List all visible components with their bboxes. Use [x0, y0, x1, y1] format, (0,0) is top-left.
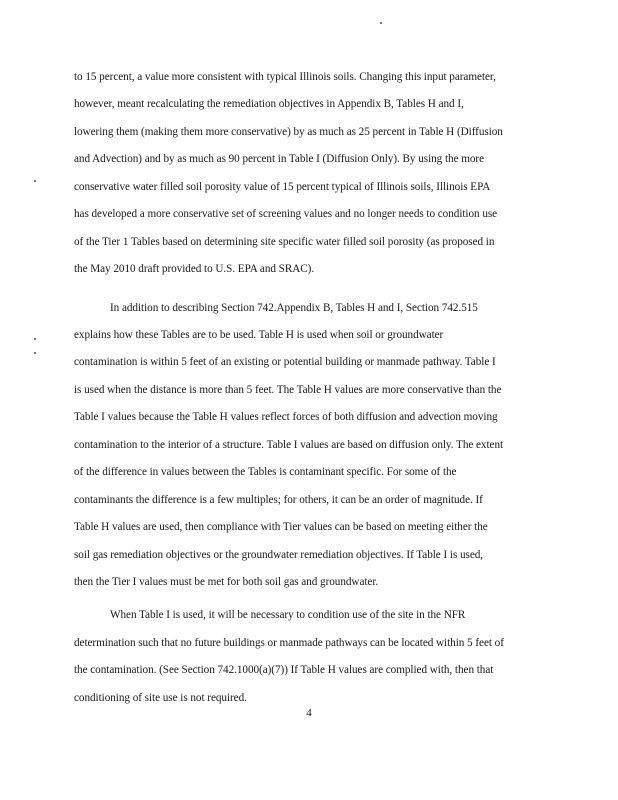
- paragraph-1-line: the May 2010 draft provided to U.S. EPA and SRAC).: [74, 263, 315, 275]
- paragraph-1-line: and Advection) and by as much as 90 percent in Table I (Diffusion Only). By using the more: [74, 153, 485, 165]
- paragraph-1-line: of the Tier 1 Tables based on determining site specific water filled soil porosity (as proposed in: [74, 236, 495, 248]
- paragraph-1-line: however, meant recalculating the remediation objectives in Appendix B, Tables H and I,: [74, 98, 464, 110]
- paragraph-3-line: When Table I is used, it will be necessary to condition use of the site in the NFR: [110, 609, 466, 621]
- paragraph-1-line: has developed a more conservative set of screening values and no longer needs to condition use: [74, 208, 498, 220]
- paragraph-2-line: contamination to the interior of a structure. Table I values are based on diffusion only. The extent: [74, 439, 504, 451]
- paragraph-2-line: soil gas remediation objectives or the groundwater remediation objectives. If Table I is used,: [74, 549, 484, 561]
- scan-speck: [34, 352, 36, 354]
- paragraph-1-line: conservative water filled soil porosity value of 15 percent typical of Illinois soils, Illinois EPA: [74, 181, 491, 193]
- paragraph-2-line: explains how these Tables are to be used. Table H is used when soil or groundwater: [74, 329, 444, 341]
- paragraph-1-line: to 15 percent, a value more consistent with typical Illinois soils. Changing this input parameter,: [74, 71, 496, 83]
- paragraph-3-line: conditioning of site use is not required.: [74, 692, 247, 704]
- paragraph-2-line: of the difference in values between the Tables is contaminant specific. For some of the: [74, 466, 457, 478]
- paragraph-2-line: Table H values are used, then compliance with Tier values can be based on meeting either the: [74, 521, 488, 533]
- scan-speck: [380, 22, 382, 24]
- paragraph-2-line: then the Tier I values must be met for both soil gas and groundwater.: [74, 576, 379, 588]
- paragraph-3-line: the contamination. (See Section 742.1000(a)(7)) If Table H values are complied with, then that: [74, 664, 494, 676]
- paragraph-2-line: Table I values because the Table H values reflect forces of both diffusion and advection moving: [74, 411, 498, 423]
- paragraph-2-line: contaminants the difference is a few multiples; for others, it can be an order of magnitude. If: [74, 494, 483, 506]
- paragraph-3-line: determination such that no future buildings or manmade pathways can be located within 5 feet of: [74, 637, 504, 649]
- paragraph-2-line: is used when the distance is more than 5 feet. The Table H values are more conservative than the: [74, 384, 502, 396]
- paragraph-2-line: In addition to describing Section 742.Appendix B, Tables H and I, Section 742.515: [110, 302, 478, 314]
- paragraph-1-line: lowering them (making them more conservative) by as much as 25 percent in Table H (Diffusion: [74, 126, 503, 138]
- paragraph-2-line: contamination is within 5 feet of an existing or potential building or manmade pathway. Table I: [74, 356, 496, 368]
- scan-speck: [34, 180, 36, 182]
- scan-speck: [34, 338, 36, 340]
- page-number: 4: [306, 707, 312, 719]
